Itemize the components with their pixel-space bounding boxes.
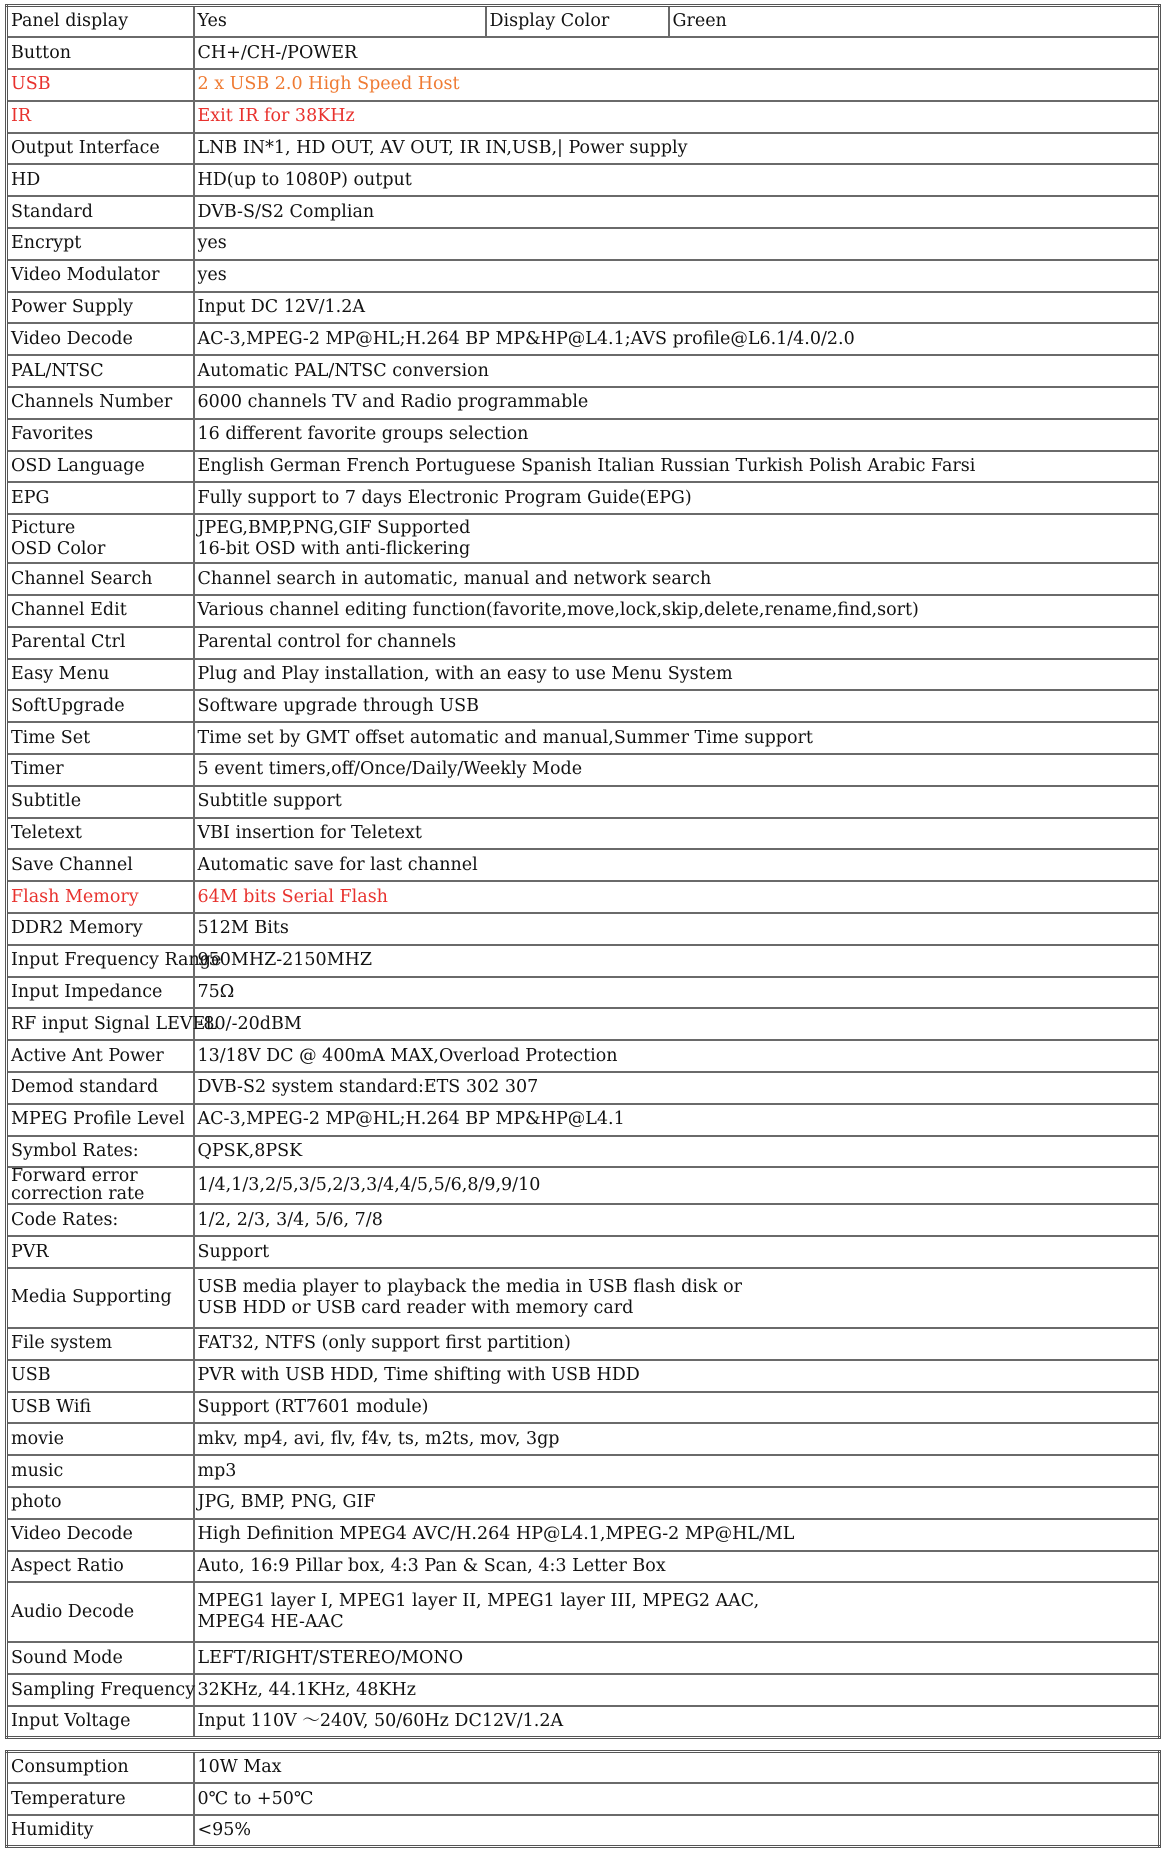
spec-label: Video Modulator	[7, 260, 194, 292]
spec-value: AC-3,MPEG-2 MP@HL;H.264 BP MP&HP@L4.1	[194, 1104, 1160, 1136]
spec-value: 512M Bits	[194, 913, 1160, 945]
spec-value	[194, 1268, 1160, 1328]
spec-label-line: OSD Color	[11, 538, 106, 559]
spec-value-line: MPEG1 layer I, MPEG1 layer II, MPEG1 layer III, MPEG2 AAC,	[197, 1591, 760, 1612]
spec-value: LEFT/RIGHT/STEREO/MONO	[194, 1642, 1160, 1674]
spec-label: Input Voltage	[7, 1706, 194, 1738]
spec-value: 75Ω	[194, 977, 1160, 1009]
spec-value: DVB-S2 system standard:ETS 302 307	[194, 1072, 1160, 1104]
table-row	[7, 1551, 1160, 1583]
spec-label: Flash Memory	[7, 881, 194, 913]
spec-value: <95%	[194, 1815, 1160, 1847]
spec-value: CH+/CH-/POWER	[194, 37, 1160, 69]
spec-label: Output Interface	[7, 133, 194, 165]
spec-value: Various channel editing function(favorite,move,lock,skip,delete,rename,find,sort)	[194, 595, 1160, 627]
table-row	[7, 1236, 1160, 1268]
spec-label: Channels Number	[7, 387, 194, 419]
spec-value: yes	[194, 228, 1160, 260]
spec-label: SoftUpgrade	[7, 690, 194, 722]
table-row	[7, 323, 1160, 355]
table-row	[7, 977, 1160, 1009]
spec-value: DVB-S/S2 Complian	[194, 196, 1160, 228]
spec-label: Temperature	[7, 1783, 194, 1815]
table-row	[7, 101, 1160, 133]
table-row	[7, 1072, 1160, 1104]
spec-label: MPEG Profile Level	[7, 1104, 194, 1136]
spec-label: File system	[7, 1328, 194, 1360]
spec-value-line: USB media player to playback the media in USB flash disk or	[197, 1276, 742, 1297]
table-row	[7, 1167, 1160, 1204]
spec-label: Humidity	[7, 1815, 194, 1847]
spec-value: HD(up to 1080P) output	[194, 164, 1160, 196]
spec-label: Symbol Rates:	[7, 1136, 194, 1168]
spec-value: 10W Max	[194, 1752, 1160, 1784]
spec-label: USB	[7, 1360, 194, 1392]
table-row	[7, 133, 1160, 165]
spec-label: HD	[7, 164, 194, 196]
spec-label: Video Decode	[7, 323, 194, 355]
table-row	[7, 1268, 1160, 1328]
spec-label: Save Channel	[7, 849, 194, 881]
table-row	[7, 1783, 1160, 1815]
table-row	[7, 1706, 1160, 1738]
spec-label: Subtitle	[7, 786, 194, 818]
spec-label: movie	[7, 1423, 194, 1455]
spec-value-line: MPEG4 HE-AAC	[197, 1612, 344, 1633]
spec-label: USB	[7, 69, 194, 101]
table-row	[7, 595, 1160, 627]
spec-label: Power Supply	[7, 292, 194, 324]
spec-value	[194, 514, 1160, 563]
table-row	[7, 1455, 1160, 1487]
table-row	[7, 690, 1160, 722]
table-row	[7, 754, 1160, 786]
table-row	[7, 563, 1160, 595]
table-row	[7, 659, 1160, 691]
spec-value: 64M bits Serial Flash	[194, 881, 1160, 913]
spec-label: Sampling Frequency	[7, 1674, 194, 1706]
table-row	[7, 1104, 1160, 1136]
table-row	[7, 514, 1160, 563]
table-row	[7, 292, 1160, 324]
table-row	[7, 164, 1160, 196]
spec-value: mkv, mp4, avi, flv, f4v, ts, m2ts, mov, 3gp	[194, 1423, 1160, 1455]
spec-value: Auto, 16:9 Pillar box, 4:3 Pan & Scan, 4:3 Letter Box	[194, 1551, 1160, 1583]
spec-label: Sound Mode	[7, 1642, 194, 1674]
spec-value	[194, 1582, 1160, 1642]
spec-label-line: correction rate	[11, 1183, 145, 1204]
spec-value: Input 110V ～240V, 50/60Hz DC12V/1.2A	[194, 1706, 1160, 1738]
table-row	[7, 1582, 1160, 1642]
spec-label: Favorites	[7, 419, 194, 451]
spec-label: DDR2 Memory	[7, 913, 194, 945]
spec-value: VBI insertion for Teletext	[194, 818, 1160, 850]
spec-value: 950MHZ-2150MHZ	[194, 945, 1160, 977]
spec-value: FAT32, NTFS (only support first partition)	[194, 1328, 1160, 1360]
table-row	[7, 1360, 1160, 1392]
spec-value: Automatic save for last channel	[194, 849, 1160, 881]
spec-value: PVR with USB HDD, Time shifting with USB HDD	[194, 1360, 1160, 1392]
spec-label-line: Forward error	[11, 1166, 138, 1187]
table-row	[7, 1204, 1160, 1236]
spec-label: EPG	[7, 482, 194, 514]
table-row	[7, 722, 1160, 754]
spec-label: RF input Signal LEVEL	[7, 1008, 194, 1040]
spec-value: Support (RT7601 module)	[194, 1392, 1160, 1424]
table-row	[7, 1487, 1160, 1519]
table-row	[7, 913, 1160, 945]
spec-label: IR	[7, 101, 194, 133]
spec-label: Standard	[7, 196, 194, 228]
spec-value: Green	[669, 6, 1160, 38]
spec-value: Parental control for channels	[194, 627, 1160, 659]
spec-label: Code Rates:	[7, 1204, 194, 1236]
spec-value: -80/-20dBM	[194, 1008, 1160, 1040]
table-row	[7, 419, 1160, 451]
spec-label: Button	[7, 37, 194, 69]
spec-label: OSD Language	[7, 451, 194, 483]
table-row	[7, 945, 1160, 977]
spec-label: Aspect Ratio	[7, 1551, 194, 1583]
spec-value: Automatic PAL/NTSC conversion	[194, 355, 1160, 387]
spec-value: High Definition MPEG4 AVC/H.264 HP@L4.1,MPEG-2 MP@HL/ML	[194, 1519, 1160, 1551]
table-row	[7, 1040, 1160, 1072]
table-row	[7, 1328, 1160, 1360]
spec-value-line: 16-bit OSD with anti-flickering	[197, 538, 471, 559]
spec-value: JPG, BMP, PNG, GIF	[194, 1487, 1160, 1519]
spec-value: AC-3,MPEG-2 MP@HL;H.264 BP MP&HP@L4.1;AVS profile@L6.1/4.0/2.0	[194, 323, 1160, 355]
table-row	[7, 37, 1160, 69]
spec-label: Channel Search	[7, 563, 194, 595]
spec-label: music	[7, 1455, 194, 1487]
spec-value: Subtitle support	[194, 786, 1160, 818]
spec-value: yes	[194, 260, 1160, 292]
spec-label: Panel display	[7, 6, 194, 38]
table-row	[7, 881, 1160, 913]
spec-label: Demod standard	[7, 1072, 194, 1104]
table-row	[7, 1752, 1160, 1784]
spec-value: 13/18V DC @ 400mA MAX,Overload Protection	[194, 1040, 1160, 1072]
table-row	[7, 1136, 1160, 1168]
spec-value: Support	[194, 1236, 1160, 1268]
table-row	[7, 1519, 1160, 1551]
spec-label: Active Ant Power	[7, 1040, 194, 1072]
spec-label: Channel Edit	[7, 595, 194, 627]
spec-label: Consumption	[7, 1752, 194, 1784]
table-row	[7, 818, 1160, 850]
spec-table-main	[5, 4, 1161, 1739]
spec-label: Audio Decode	[7, 1582, 194, 1642]
spec-label: PVR	[7, 1236, 194, 1268]
table-row	[7, 387, 1160, 419]
spec-table-body	[7, 1752, 1160, 1847]
table-row	[7, 451, 1160, 483]
spec-value: LNB IN*1, HD OUT, AV OUT, IR IN,USB,| Power supply	[194, 133, 1160, 165]
spec-value: 16 different favorite groups selection	[194, 419, 1160, 451]
table-row	[7, 849, 1160, 881]
spec-value: 2 x USB 2.0 High Speed Host	[194, 69, 1160, 101]
spec-value-line: JPEG,BMP,PNG,GIF Supported	[197, 517, 471, 538]
spec-value-line: USB HDD or USB card reader with memory card	[197, 1297, 634, 1318]
table-row	[7, 196, 1160, 228]
table-row	[7, 355, 1160, 387]
spec-label: photo	[7, 1487, 194, 1519]
spec-label: PAL/NTSC	[7, 355, 194, 387]
spec-value: Fully support to 7 days Electronic Program Guide(EPG)	[194, 482, 1160, 514]
table-row	[7, 260, 1160, 292]
spec-label: Input Frequency Range	[7, 945, 194, 977]
spec-label-line: Picture	[11, 517, 76, 538]
spec-label: Media Supporting	[7, 1268, 194, 1328]
table-row	[7, 1423, 1160, 1455]
spec-value: Plug and Play installation, with an easy to use Menu System	[194, 659, 1160, 691]
spec-value: Channel search in automatic, manual and network search	[194, 563, 1160, 595]
spec-label: Timer	[7, 754, 194, 786]
spec-value: 1/4,1/3,2/5,3/5,2/3,3/4,4/5,5/6,8/9,9/10	[194, 1167, 1160, 1204]
spec-value: 32KHz, 44.1KHz, 48KHz	[194, 1674, 1160, 1706]
spec-label: Input Impedance	[7, 977, 194, 1009]
table-row	[7, 1392, 1160, 1424]
spec-label: Easy Menu	[7, 659, 194, 691]
table-row	[7, 6, 1160, 38]
table-row	[7, 1674, 1160, 1706]
table-row	[7, 228, 1160, 260]
spec-label	[7, 1167, 194, 1204]
spec-table-body	[7, 6, 1160, 1738]
spec-value: QPSK,8PSK	[194, 1136, 1160, 1168]
spec-value: Time set by GMT offset automatic and manual,Summer Time support	[194, 722, 1160, 754]
spec-label: Parental Ctrl	[7, 627, 194, 659]
spec-table-environment	[5, 1750, 1161, 1848]
spec-label: Time Set	[7, 722, 194, 754]
table-row	[7, 786, 1160, 818]
spec-value: English German French Portuguese Spanish Italian Russian Turkish Polish Arabic Farsi	[194, 451, 1160, 483]
spec-value: Software upgrade through USB	[194, 690, 1160, 722]
spec-label: Teletext	[7, 818, 194, 850]
spec-value: 6000 channels TV and Radio programmable	[194, 387, 1160, 419]
table-row	[7, 627, 1160, 659]
spec-label: Encrypt	[7, 228, 194, 260]
table-row	[7, 69, 1160, 101]
table-row	[7, 1008, 1160, 1040]
table-row	[7, 1642, 1160, 1674]
table-row	[7, 1815, 1160, 1847]
spec-value: 1/2, 2/3, 3/4, 5/6, 7/8	[194, 1204, 1160, 1236]
spec-label	[7, 514, 194, 563]
spec-value: 0℃ to +50℃	[194, 1783, 1160, 1815]
spec-label: Video Decode	[7, 1519, 194, 1551]
spec-label: Display Color	[486, 6, 669, 38]
spec-label: USB Wifi	[7, 1392, 194, 1424]
spec-value: Input DC 12V/1.2A	[194, 292, 1160, 324]
table-row	[7, 482, 1160, 514]
spec-value: Yes	[194, 6, 486, 38]
spec-value: 5 event timers,off/Once/Daily/Weekly Mode	[194, 754, 1160, 786]
spec-value: Exit IR for 38KHz	[194, 101, 1160, 133]
spec-value: mp3	[194, 1455, 1160, 1487]
